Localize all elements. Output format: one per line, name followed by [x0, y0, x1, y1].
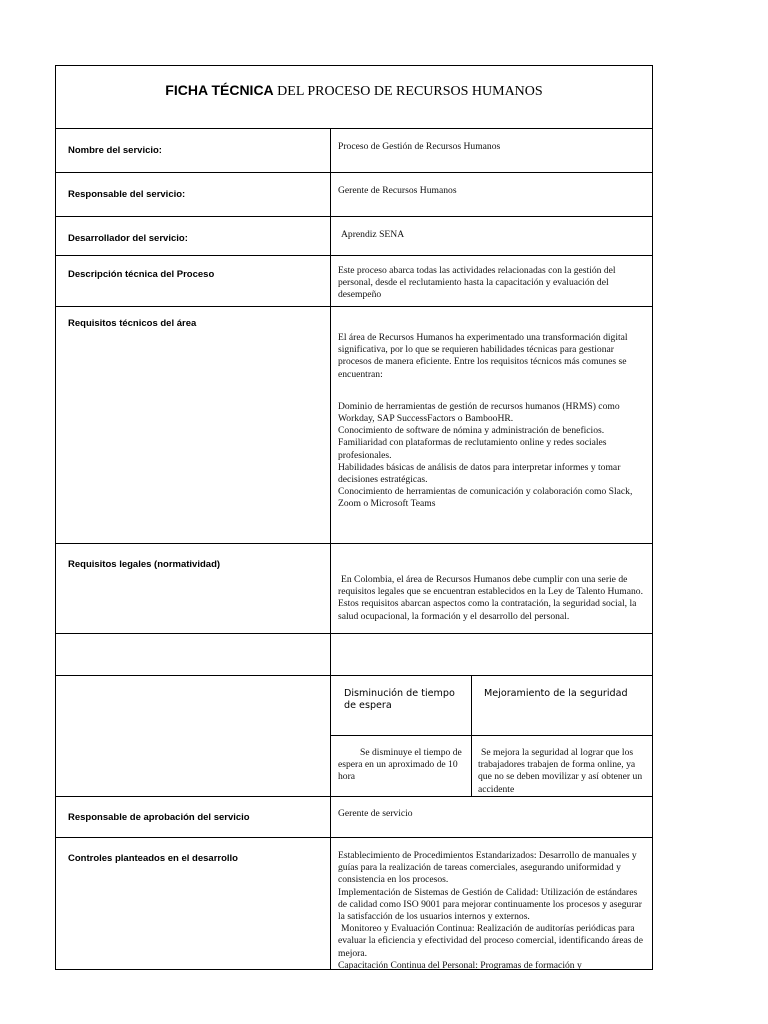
indicators-divider — [471, 676, 472, 735]
technical-requirements-label: Requisitos técnicos del área — [68, 318, 197, 329]
title-rest: DEL PROCESO DE RECURSOS HUMANOS — [273, 84, 543, 99]
title-bold: FICHA TÉCNICA — [165, 82, 274, 98]
row-technical-requirements — [56, 307, 652, 544]
title-row — [56, 66, 652, 129]
technical-description-value: Este proceso abarca todas las actividades relacionadas con la gestión del personal, desde el reclutamiento hasta la capacitación y evaluación del desempeño — [338, 265, 616, 301]
indicator-header-security: Mejoramiento de la seguridad — [484, 688, 628, 699]
controls-cell — [330, 838, 652, 969]
indicators-cell — [330, 676, 652, 796]
approval-owner-cell — [330, 797, 652, 837]
technical-requirement-item: Habilidades básicas de análisis de datos para interpretar informes y tomar decisiones estratégicas. — [338, 461, 621, 486]
service-developer-value: Aprendiz SENA — [341, 229, 405, 240]
control-item: Implementación de Sistemas de Gestión de Calidad: Utilización de estándares de calidad como ISO 9001 para mejorar continuamente los procesos y asegurar la satisfacción de los usuarios internos y externos. — [338, 886, 642, 923]
row-legal-requirements — [56, 544, 652, 634]
indicator-header-wait-time: Disminución de tiempo de espera — [344, 688, 455, 711]
row-empty — [56, 634, 652, 676]
technical-requirement-item: Conocimiento de software de nómina y administración de beneficios. — [338, 425, 605, 437]
service-name-value: Proceso de Gestión de Recursos Humanos — [338, 141, 501, 152]
service-owner-cell — [330, 173, 652, 216]
service-name-label: Nombre del servicio: — [68, 145, 162, 156]
controls-content — [338, 850, 646, 969]
technical-description-label: Descripción técnica del Proceso — [68, 269, 215, 280]
row-service-owner — [56, 173, 652, 217]
service-owner-value: Gerente de Recursos Humanos — [338, 185, 457, 196]
legal-requirements-cell — [330, 544, 652, 633]
page-title — [56, 82, 652, 100]
controls-label: Controles planteados en el desarrollo — [68, 853, 238, 864]
technical-requirements-cell — [330, 307, 652, 543]
indicators-divider — [471, 735, 472, 796]
control-item: Monitoreo y Evaluación Continua: Realización de auditorías periódicas para evaluar la eficiencia y efectividad del proceso comercial, identificando áreas de mejora. — [338, 923, 643, 959]
row-controls — [56, 838, 652, 969]
control-item: Capacitación Continua del Personal: Programas de formación y — [338, 959, 582, 969]
approval-owner-label: Responsable de aprobación del servicio — [68, 812, 250, 823]
indicator-value-security: Se mejora la seguridad al lograr que los trabajadores trabajen de forma online, ya que no se deben movilizar y así obtener un accidente — [478, 747, 643, 795]
technical-requirement-item: Dominio de herramientas de gestión de recursos humanos (HRMS) como Workday, SAP SuccessFactors o BambooHR. — [338, 400, 620, 425]
empty-cell — [330, 634, 652, 675]
service-developer-cell — [330, 217, 652, 255]
row-technical-description — [56, 256, 652, 307]
indicators-value-row — [331, 735, 652, 796]
approval-owner-value: Gerente de servicio — [338, 808, 413, 819]
technical-requirement-item: Conocimiento de herramientas de comunicación y colaboración como Slack, Zoom o Microsoft Teams — [338, 486, 633, 510]
indicator-value-wait-time: Se disminuye el tiempo de espera en un aproximado de 10 hora — [338, 747, 462, 783]
row-approval-owner — [56, 797, 652, 838]
legal-requirements-label: Requisitos legales (normatividad) — [68, 559, 221, 570]
technical-requirements-intro: El área de Recursos Humanos ha experimentado una transformación digital significativa, por lo que se requieren habilidades técnicas para gestionar procesos de manera eficiente. Entre los requisitos técnicos más comunes se encuentran: — [338, 332, 628, 380]
technical-requirement-item: Familiaridad con plataformas de reclutamiento online y redes sociales profesionales. — [338, 437, 607, 461]
control-item: Establecimiento de Procedimientos Estandarizados: Desarrollo de manuales y guías para la realización de tareas comerciales, asegurando uniformidad y consistencia en los procesos. — [338, 850, 637, 886]
row-service-developer — [56, 217, 652, 256]
service-owner-label: Responsable del servicio: — [68, 189, 186, 200]
service-name-cell — [330, 129, 652, 172]
legal-requirements-value: En Colombia, el área de Recursos Humanos debe cumplir con una serie de requisitos legales que se encuentran establecidos en la Ley de Talento Humano. Estos requisitos abarcan aspectos como la contratación, la seguridad social, la salud ocupacional, la formación y el desarrollo del personal. — [338, 574, 643, 622]
technical-sheet-table — [55, 65, 653, 970]
row-service-name — [56, 129, 652, 173]
indicators-header-row — [331, 676, 652, 736]
technical-description-cell — [330, 256, 652, 306]
row-indicators — [56, 676, 652, 797]
service-developer-label: Desarrollador del servicio: — [68, 233, 188, 244]
technical-requirements-content — [338, 332, 646, 511]
